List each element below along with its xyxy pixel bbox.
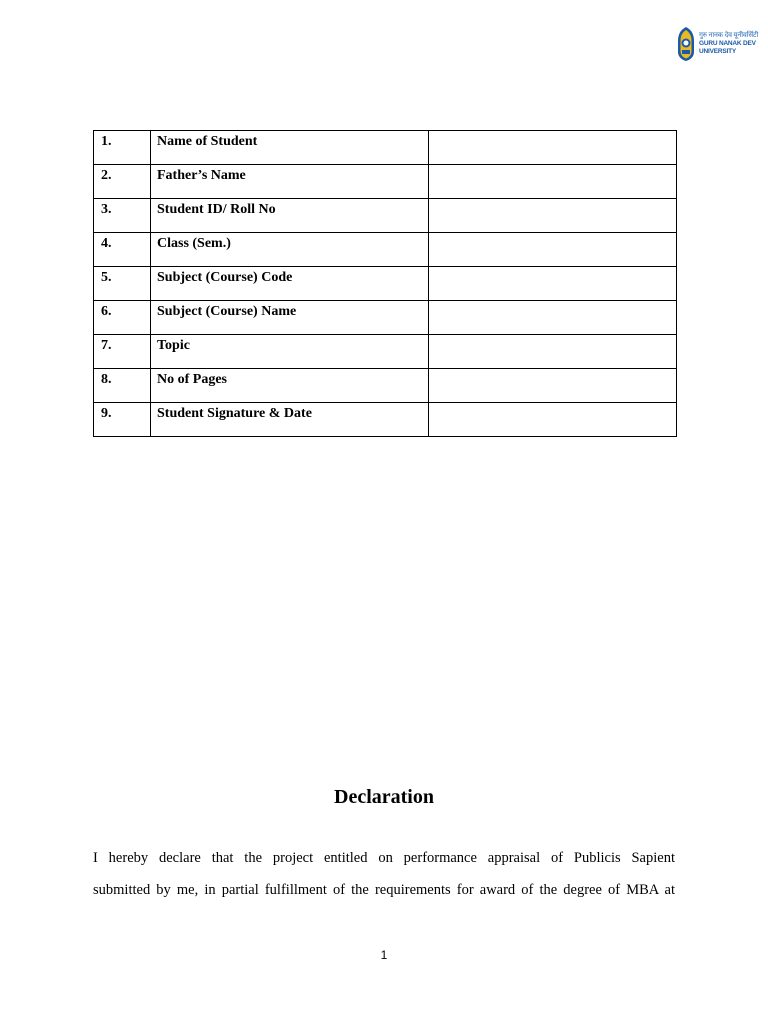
row-value-cell: [429, 335, 677, 369]
student-details-table: [93, 130, 677, 437]
row-number: 3.: [94, 199, 151, 233]
page-number: 1: [380, 948, 388, 962]
row-label: Subject (Course) Name: [151, 301, 429, 335]
declaration-line-2: submitted by me, in partial fulfillment of the requirements for award of the degree of MBA at: [93, 882, 675, 898]
row-label: Name of Student: [151, 131, 429, 165]
row-value-cell: [429, 403, 677, 437]
logo-text: [699, 32, 758, 56]
row-number: 1.: [94, 131, 151, 165]
row-value-cell: [429, 165, 677, 199]
row-value-cell: [429, 301, 677, 335]
row-number: 7.: [94, 335, 151, 369]
row-number: 2.: [94, 165, 151, 199]
table-row: [94, 233, 677, 267]
row-number: 4.: [94, 233, 151, 267]
row-label: Subject (Course) Code: [151, 267, 429, 301]
logo-line-name: GURU NANAK DEV: [699, 40, 756, 47]
row-value-cell: [429, 369, 677, 403]
university-logo: [676, 22, 759, 66]
row-number: 9.: [94, 403, 151, 437]
table-row: [94, 369, 677, 403]
declaration-body: [93, 842, 675, 906]
table-row: [94, 301, 677, 335]
table-row: [94, 131, 677, 165]
row-value-cell: [429, 267, 677, 301]
declaration-title: Declaration: [334, 786, 434, 808]
row-value-cell: [429, 233, 677, 267]
logo-line-hindi: गुरु नानक देव यूनीवर्सिटी: [699, 32, 759, 39]
row-value-cell: [429, 199, 677, 233]
row-label: Student Signature & Date: [151, 403, 429, 437]
table-row: [94, 199, 677, 233]
table-row: [94, 165, 677, 199]
row-label: Father’s Name: [151, 165, 429, 199]
row-number: 8.: [94, 369, 151, 403]
table-row: [94, 335, 677, 369]
row-value-cell: [429, 131, 677, 165]
row-number: 5.: [94, 267, 151, 301]
row-label: Topic: [151, 335, 429, 369]
row-label: No of Pages: [151, 369, 429, 403]
declaration-line-1: I hereby declare that the project entitled on performance appraisal of Publicis Sapient: [93, 850, 675, 866]
university-emblem-icon: [676, 26, 696, 62]
row-number: 6.: [94, 301, 151, 335]
row-label: Class (Sem.): [151, 233, 429, 267]
table-row: [94, 403, 677, 437]
table-row: [94, 267, 677, 301]
row-label: Student ID/ Roll No: [151, 199, 429, 233]
logo-line-university: UNIVERSITY: [699, 48, 737, 55]
